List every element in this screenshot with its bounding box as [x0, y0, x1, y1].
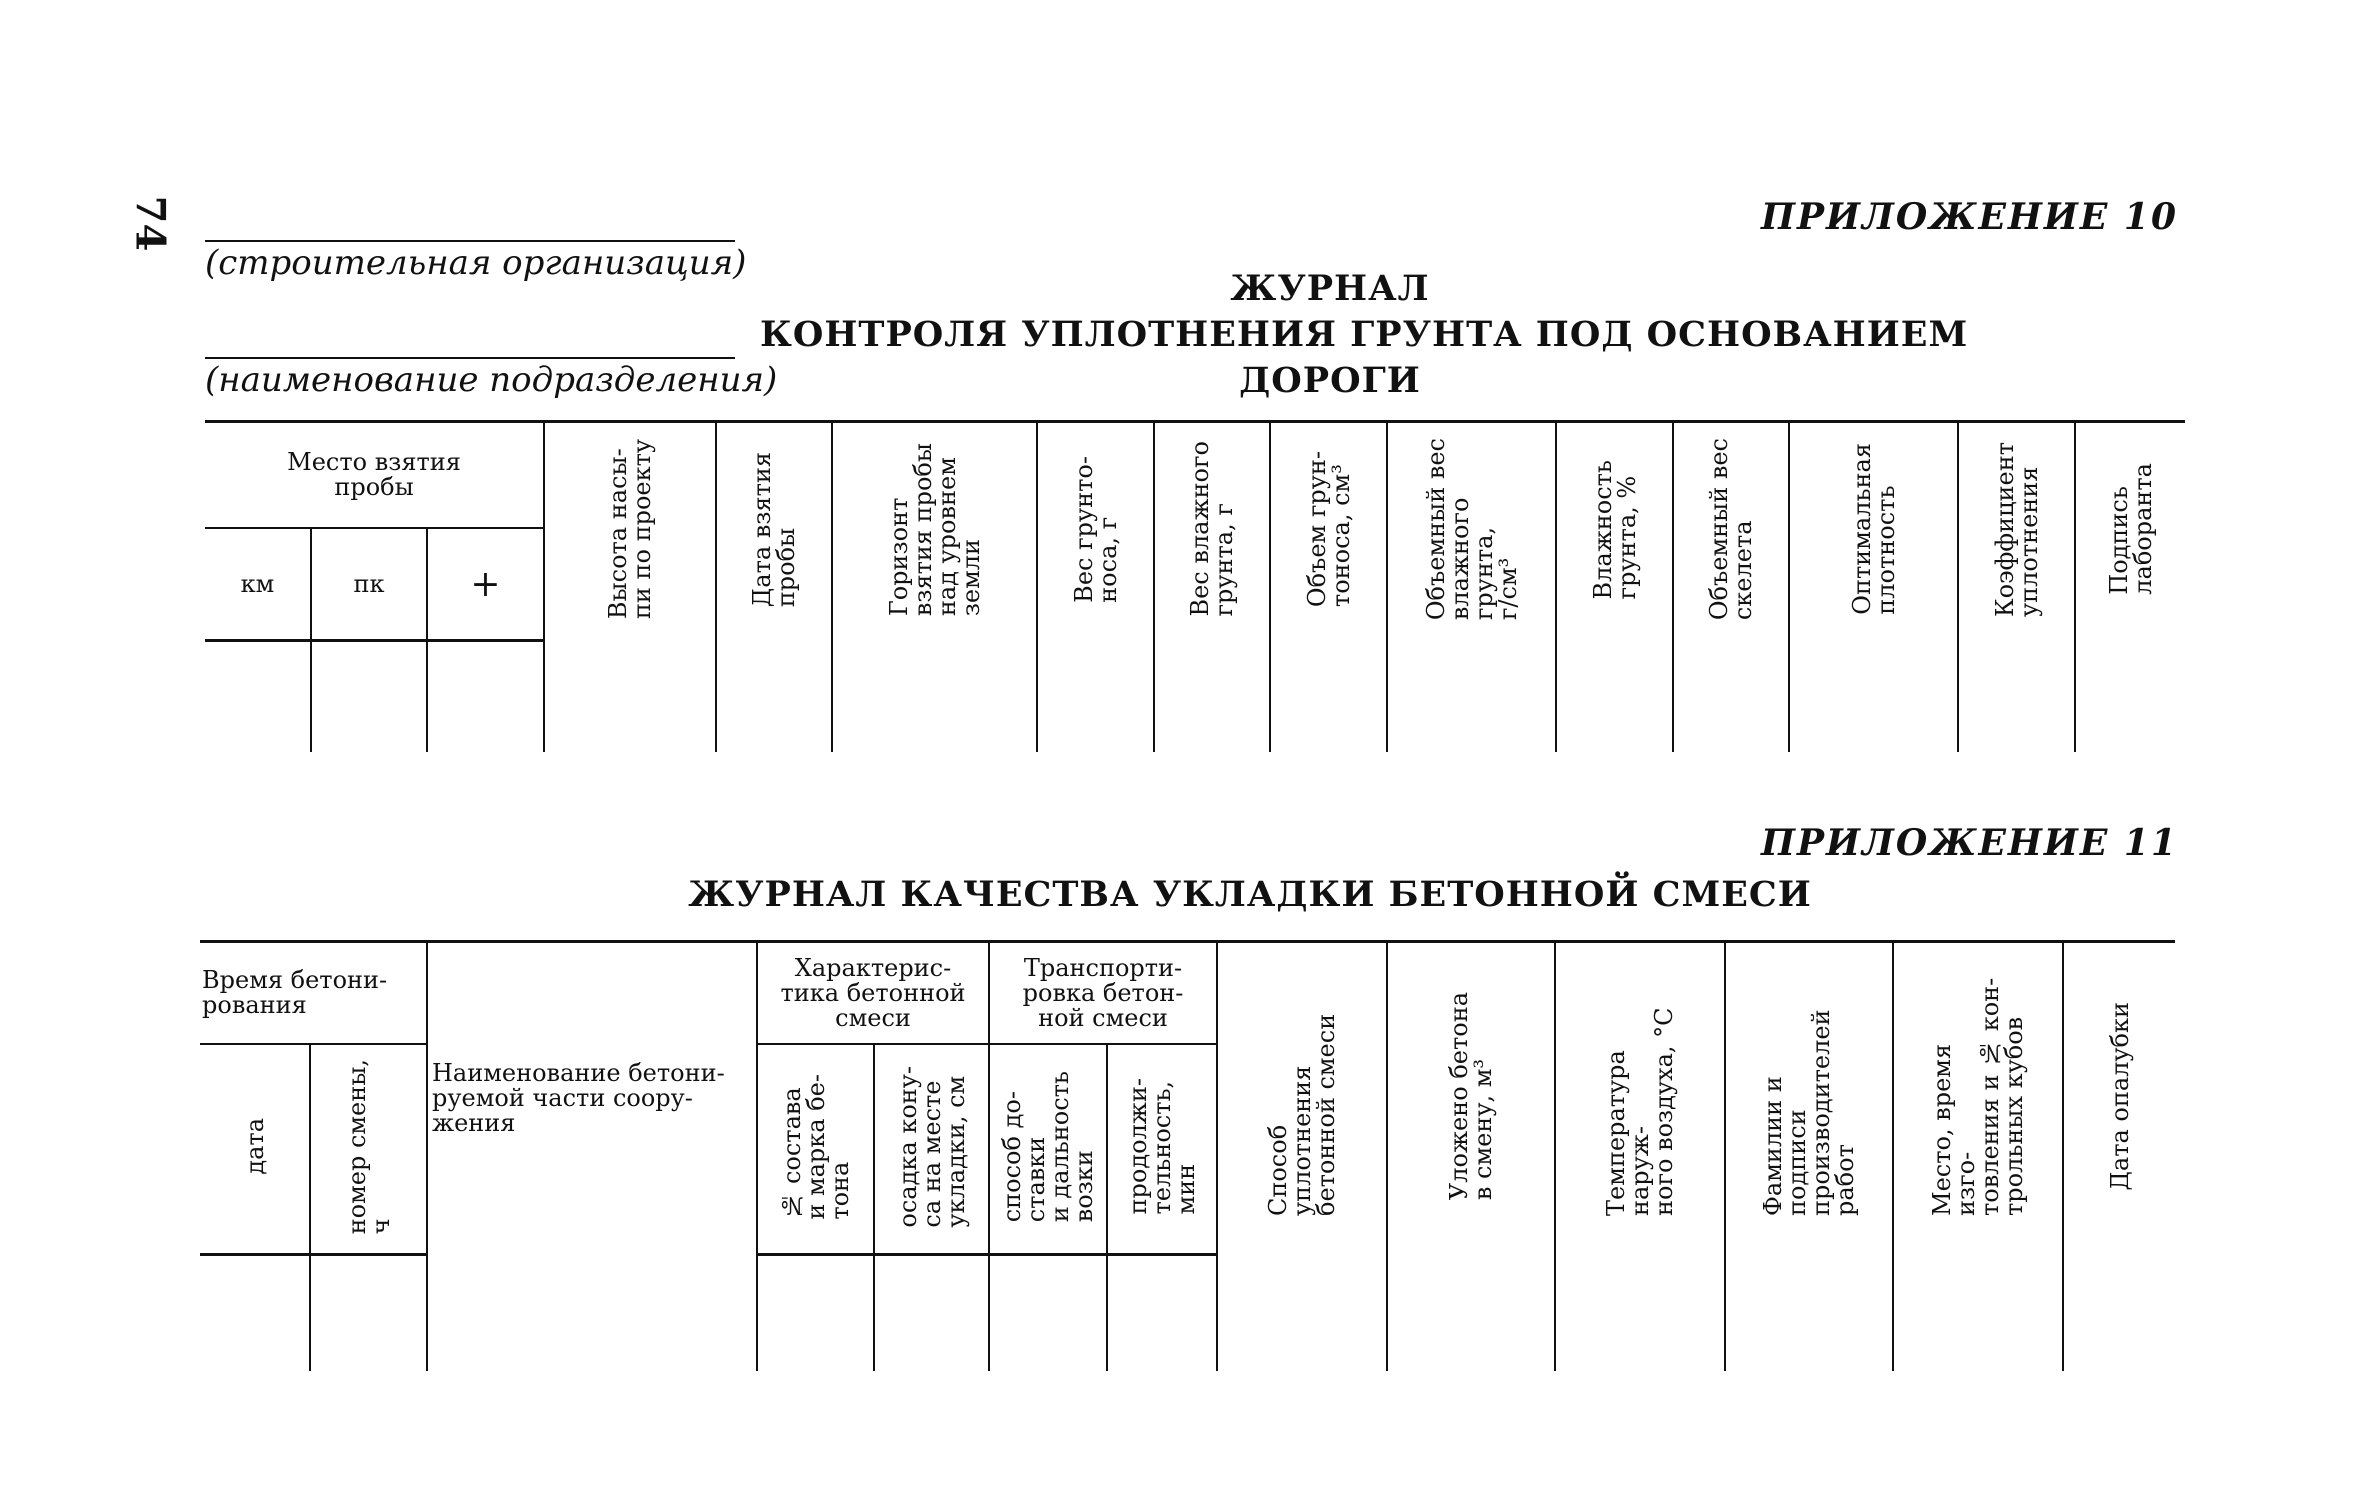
- col-sample-date: Дата взятия пробы: [716, 422, 832, 641]
- col-plus: +: [427, 528, 544, 641]
- table-cell: [1270, 641, 1387, 753]
- org-caption: (строительная организация): [205, 243, 747, 283]
- col-control-cubes: Место, время изго- товления и № кон- трольных кубов: [1893, 942, 2063, 1255]
- col-delivery-method: способ до- ставки и дальность возки: [989, 1044, 1107, 1255]
- col-formwork-date: Дата опалубки: [2063, 942, 2175, 1255]
- table-cell: [1387, 1255, 1555, 1372]
- table-cell: [989, 1255, 1107, 1372]
- org-line: [205, 240, 735, 242]
- col-horizon: Горизонт взятия пробы над уровнем земли: [832, 422, 1037, 641]
- appendix-11-label: ПРИЛОЖЕНИЕ 11: [1760, 822, 2178, 864]
- table-cell: [2075, 641, 2185, 753]
- table-cell: [1387, 641, 1556, 753]
- table-cell: [427, 641, 544, 753]
- col-structure-name: Наименование бетони- руемой части соору- жения: [427, 942, 757, 1255]
- col-slump: осадка кону- са на месте укладки, см: [874, 1044, 989, 1255]
- col-group-place: Место взятия пробы: [205, 422, 544, 529]
- appendix-10-label: ПРИЛОЖЕНИЕ 10: [1760, 196, 2178, 238]
- table-cell: [1037, 641, 1154, 753]
- col-shift-number: номер смены, ч: [310, 1044, 427, 1255]
- table-cell: [832, 641, 1037, 753]
- appendix-11-title: ЖУРНАЛ КАЧЕСТВА УКЛАДКИ БЕТОННОЙ СМЕСИ: [688, 874, 1812, 915]
- col-group-mix-char: Характерис- тика бетонной смеси: [757, 942, 989, 1045]
- table-cell: [757, 1255, 874, 1372]
- subdivision-caption: (наименование подразделения): [205, 360, 778, 400]
- subdivision-line: [205, 357, 735, 359]
- col-weight-wet: Вес влажного грунта, г: [1154, 422, 1270, 641]
- table-cell: [310, 1255, 427, 1372]
- table-cell: [1893, 1255, 2063, 1372]
- col-vol-weight-skeleton: Объемный вес скелета: [1673, 422, 1789, 641]
- table-cell: [1789, 641, 1958, 753]
- col-volume: Объем грун- тоноса, см³: [1270, 422, 1387, 641]
- col-mix-number: № состава и марка бе- тона: [757, 1044, 874, 1255]
- table-cell: [1725, 1255, 1893, 1372]
- col-air-temp: Температура наруж- ного воздуха, °С: [1555, 942, 1725, 1255]
- col-group-transport: Транспорти- ровка бетон- ной смеси: [989, 942, 1217, 1045]
- table-cell: [874, 1255, 989, 1372]
- table-cell: [205, 641, 311, 753]
- table-cell: [544, 641, 716, 753]
- appendix-10-title-line1: ЖУРНАЛ: [1230, 268, 1430, 309]
- col-date: дата: [200, 1044, 310, 1255]
- col-moisture: Влажность грунта, %: [1556, 422, 1673, 641]
- appendix-10-title-line2: КОНТРОЛЯ УПЛОТНЕНИЯ ГРУНТА ПОД ОСНОВАНИЕМ: [760, 314, 1969, 355]
- col-vol-weight-wet: Объемный вес влажного грунта, г/см³: [1387, 422, 1556, 641]
- table-cell: [427, 1255, 757, 1372]
- table-cell: [1217, 1255, 1387, 1372]
- col-compaction-method: Способ уплотнения бетонной смеси: [1217, 942, 1387, 1255]
- appendix-10-title-line3: ДОРОГИ: [1239, 360, 1421, 401]
- concrete-quality-table: [200, 940, 2175, 1371]
- col-compaction-coef: Коэффициент уплотнения: [1958, 422, 2075, 641]
- table-cell: [1107, 1255, 1217, 1372]
- table-cell: [200, 1255, 310, 1372]
- table-cell: [311, 641, 427, 753]
- table-cell: [2063, 1255, 2175, 1372]
- col-height-project: Высота насы- пи по проекту: [544, 422, 716, 641]
- col-signature: Подпись лаборанта: [2075, 422, 2185, 641]
- col-pk: пк: [311, 528, 427, 641]
- table-cell: [1154, 641, 1270, 753]
- table-cell: [1673, 641, 1789, 753]
- soil-compaction-table: [205, 420, 2185, 752]
- col-duration: продолжи- тельность, мин: [1107, 1044, 1217, 1255]
- table-cell: [1555, 1255, 1725, 1372]
- page-number: 74: [126, 195, 174, 252]
- table-cell: [1958, 641, 2075, 753]
- table-cell: [1556, 641, 1673, 753]
- col-laid-per-shift: Уложено бетона в смену, м³: [1387, 942, 1555, 1255]
- col-optimal-density: Оптимальная плотность: [1789, 422, 1958, 641]
- col-group-concreting-time: Время бетони- рования: [200, 942, 427, 1045]
- col-km: км: [205, 528, 311, 641]
- table-cell: [716, 641, 832, 753]
- col-weight-sampler: Вес грунто- носа, г: [1037, 422, 1154, 641]
- col-foremen: Фамилии и подписи производителей работ: [1725, 942, 1893, 1255]
